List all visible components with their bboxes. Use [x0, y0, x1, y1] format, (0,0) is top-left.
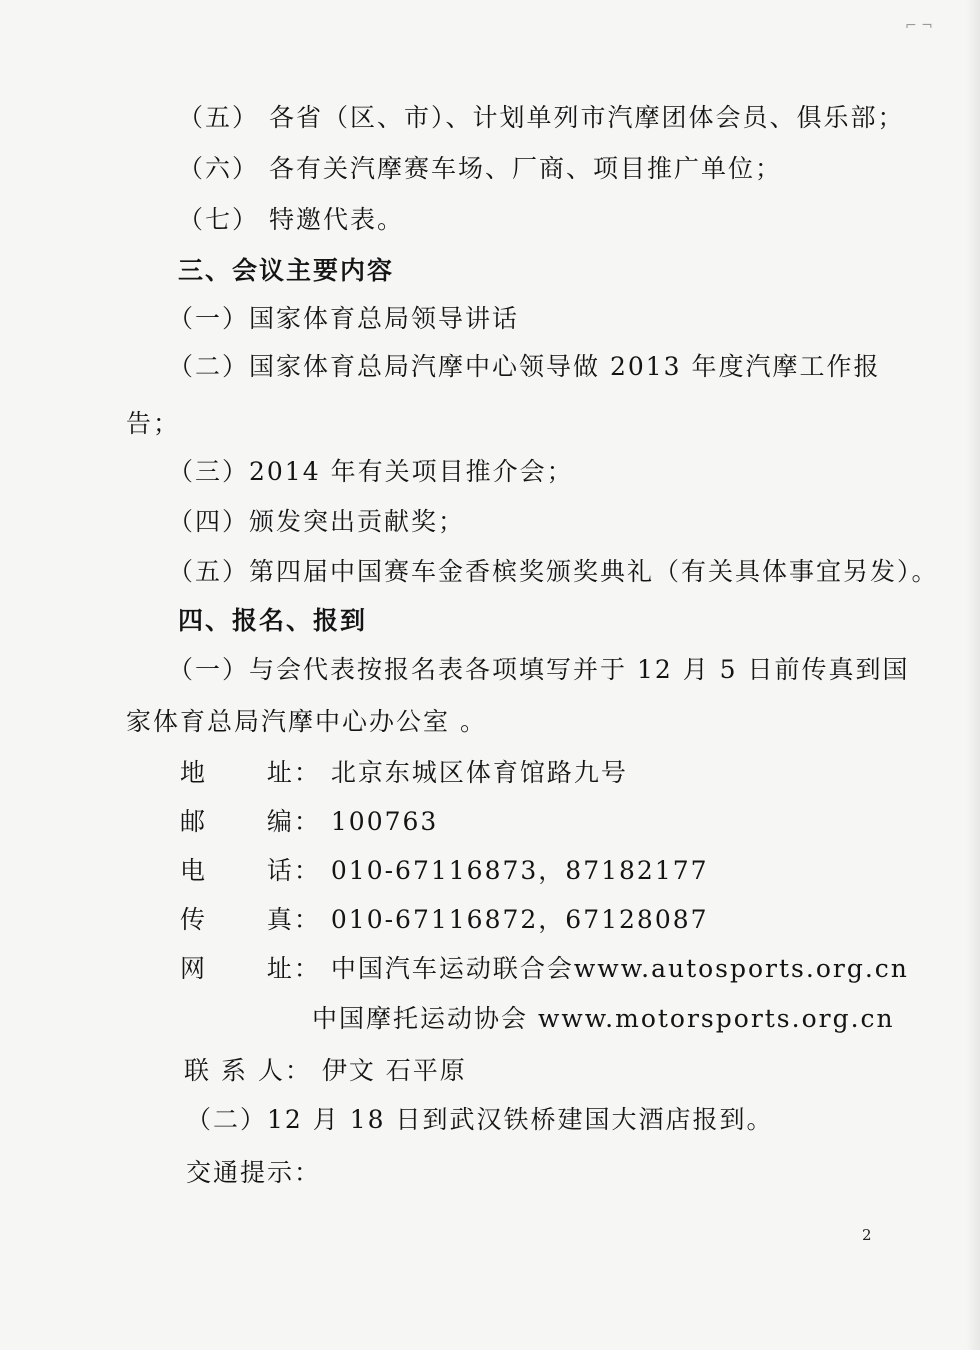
postcode-value: 100763 — [330, 807, 439, 836]
website-row — [180, 951, 909, 987]
page-number: 2 — [862, 1226, 872, 1244]
contact-person-value: 伊文 石平原 — [321, 1056, 467, 1085]
traffic-tip-heading: 交通提示： — [186, 1158, 322, 1187]
fax-label-char2: 真： — [266, 905, 321, 934]
registration-item-two: （二）12 月 18 日到武汉铁桥建国大酒店报到。 — [186, 1105, 774, 1134]
content-item-one: （一）国家体育总局领导讲话 — [168, 304, 520, 333]
postcode-row — [180, 804, 438, 840]
content-item-four: （四）颁发突出贡献奖； — [168, 507, 466, 536]
scan-mark: ⌐ ¬ — [905, 18, 933, 34]
content-item-three: （三）2014 年有关项目推介会； — [168, 457, 574, 486]
phone-label-char1: 电 — [180, 856, 208, 885]
list-item-seven: （七） 特邀代表。 — [178, 205, 404, 234]
phone-label-char2: 话： — [266, 856, 321, 885]
registration-item-one: （一）与会代表按报名表各项填写并于 12 月 5 日前传真到国 — [168, 655, 910, 684]
contact-person-label: 联 系 人： — [184, 1056, 312, 1085]
registration-item-one-continued: 家体育总局汽摩中心办公室 。 — [126, 707, 487, 736]
content-item-five: （五）第四届中国赛车金香槟奖颁奖典礼（有关具体事宜另发）。 — [168, 557, 939, 586]
website-value-moto: 中国摩托运动协会 www.motorsports.org.cn — [312, 1004, 895, 1033]
contact-person-row — [184, 1053, 467, 1089]
section-heading-registration: 四、报名、报到 — [178, 606, 368, 635]
fax-label-char1: 传 — [180, 905, 208, 934]
website-label-char2: 址： — [266, 954, 321, 983]
scan-edge-shadow — [966, 0, 980, 1350]
website-value-auto: 中国汽车运动联合会www.autosports.org.cn — [330, 954, 909, 983]
postcode-label-char2: 编： — [266, 807, 321, 836]
section-heading-meeting-content: 三、会议主要内容 — [178, 256, 395, 285]
address-label-char2: 址： — [266, 758, 321, 787]
fax-row — [180, 902, 709, 938]
phone-row — [180, 853, 709, 889]
phone-value: 010-67116873，87182177 — [330, 856, 709, 885]
list-item-five: （五） 各省（区、市）、计划单列市汽摩团体会员、俱乐部； — [178, 103, 905, 132]
list-item-six: （六） 各有关汽摩赛车场、厂商、项目推广单位； — [178, 154, 782, 183]
address-value: 北京东城区体育馆路九号 — [330, 758, 628, 787]
postcode-label-char1: 邮 — [180, 807, 208, 836]
address-label-char1: 地 — [180, 758, 208, 787]
fax-value: 010-67116872，67128087 — [330, 905, 709, 934]
content-item-two: （二）国家体育总局汽摩中心领导做 2013 年度汽摩工作报 — [168, 352, 881, 381]
address-row — [180, 755, 628, 791]
content-item-two-continued: 告； — [126, 409, 181, 438]
website-label-char1: 网 — [180, 954, 208, 983]
